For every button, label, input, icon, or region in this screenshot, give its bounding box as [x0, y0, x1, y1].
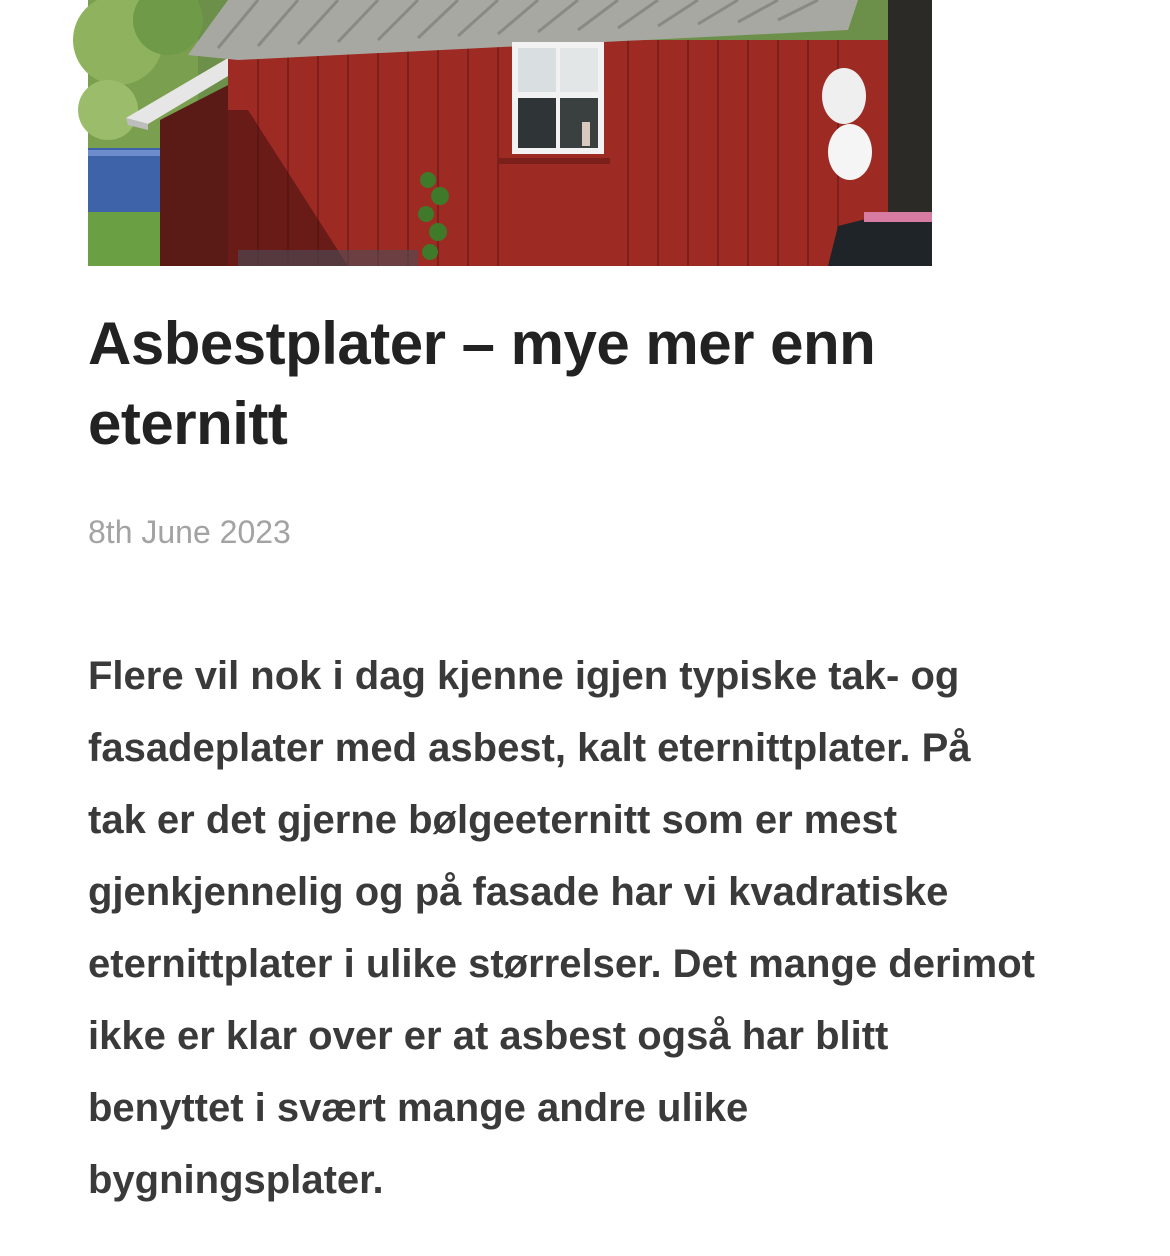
page-title: Asbestplater – mye mer enn eternitt	[88, 310, 876, 457]
article-paragraph: Flere vil nok i dag kjenne igjen typiske tak- og fasadeplater med asbest, kalt eternittplater. På tak er det gjerne bølgeeternitt som er mest gjenkjennelig og på fasade har vi kvadratiske eternittplater i ulike størrelser. Det mange derimot ikke er klar over er at asbest også har blitt benyttet i svært mange andre ulike bygningsplater.	[88, 654, 1035, 1202]
hero-image[interactable]	[88, 0, 932, 266]
article	[88, 0, 1048, 1256]
publish-date: 8th June 2023	[88, 514, 291, 550]
red-shed-photo	[88, 0, 932, 266]
